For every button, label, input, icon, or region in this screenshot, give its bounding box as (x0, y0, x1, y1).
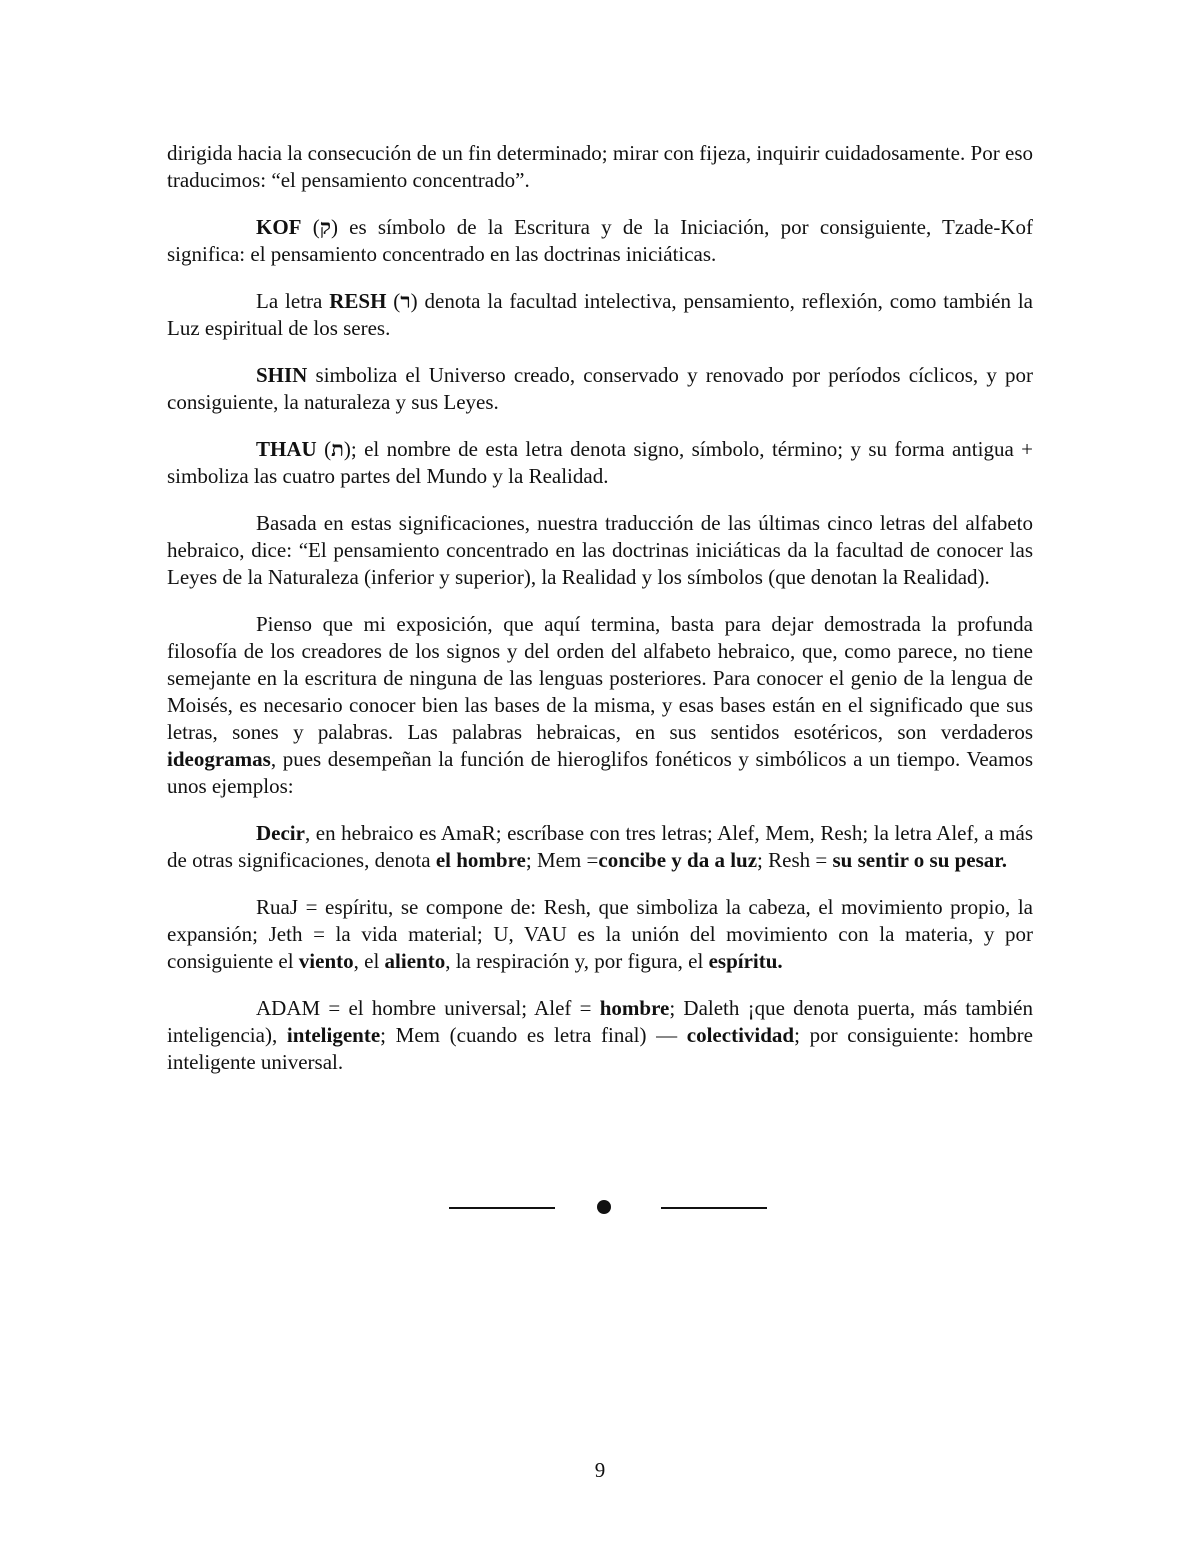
paragraph-7 (167, 611, 1033, 800)
bold-run: el hombre (435, 848, 526, 872)
bold-run: THAU (256, 437, 317, 461)
text-run: , la respiración y, por figura, el (445, 949, 709, 973)
text-run: RuaJ = espíritu, se compone de: Resh, que simboliza la cabeza, el movimiento propio, la expansión; Jeth = la vida material; U, VAU es la unión del movimiento con la materia, y por consiguiente el (167, 895, 1033, 973)
section-separator (449, 1198, 767, 1218)
text-run: ( (301, 215, 320, 239)
text-run: ( (386, 289, 401, 313)
bold-run: RESH (329, 289, 387, 313)
paragraph-3 (167, 288, 1033, 342)
paragraph-8 (167, 820, 1033, 874)
text-run: , pues desempeñan la función de hieroglifos fonéticos y simbólicos a un tiempo. Veamos unos ejemplos: (167, 747, 1033, 798)
bold-run: SHIN (256, 363, 308, 387)
text-run: ( (316, 437, 332, 461)
text-run: ) denota la facultad intelectiva, pensamiento, reflexión, como también la Luz espiritual de los seres. (167, 289, 1033, 340)
text-run: ) es símbolo de la Escritura y de la Iniciación, por consiguiente, Tzade-Kof significa: el pensamiento concentrado en las doctrinas iniciáticas. (167, 215, 1033, 266)
bold-run: colectividad (686, 1023, 795, 1047)
separator-line-left (449, 1207, 555, 1209)
paragraph-9 (167, 894, 1033, 975)
text-run: Basada en estas significaciones, nuestra traducción de las últimas cinco letras del alfabeto hebraico, dice: “El pensamiento concentrado en las doctrinas iniciáticas da la facultad de conocer las Leyes de la Naturaleza (inferior y superior), la Realidad y los símbolos (que denotan la Realidad). (167, 511, 1033, 589)
paragraph-10 (167, 995, 1033, 1076)
paragraph-2 (167, 214, 1033, 268)
separator-dot-icon (597, 1200, 611, 1214)
paragraph-6 (167, 510, 1033, 591)
text-run: ; por consiguiente: hombre inteligente universal. (167, 1023, 1034, 1074)
bold-run: aliento (384, 949, 446, 973)
bold-run: viento (298, 949, 354, 973)
text-run: ; Resh = (757, 848, 833, 872)
text-run: La letra (256, 289, 330, 313)
bold-run: ר (400, 289, 411, 313)
text-run: ; Daleth ¡que denota puerta, más también inteligencia), (167, 996, 1033, 1047)
text-run: simboliza el Universo creado, conservado y renovado por períodos cíclicos, y por consiguiente, la naturaleza y sus Leyes. (167, 363, 1033, 414)
text-run: ADAM = el hombre universal; Alef = (256, 996, 600, 1020)
bold-run: su sentir o su pesar. (832, 848, 1007, 872)
bold-run: concibe y da a luz (598, 848, 758, 872)
text-run: ; Mem (cuando es letra final) — (380, 1023, 687, 1047)
page-body (167, 140, 1033, 1096)
paragraph-5 (167, 436, 1033, 490)
bold-run: KOF (256, 215, 302, 239)
bold-run: ת (331, 437, 344, 461)
paragraph-1 (167, 140, 1033, 194)
text-run: , en hebraico es AmaR; escríbase con tres letras; Alef, Mem, Resh; la letra Alef, a más de otras significaciones, denota (167, 821, 1033, 872)
page-number: 9 (594, 1458, 606, 1482)
bold-run: Decir (256, 821, 305, 845)
text-run: , el (353, 949, 385, 973)
bold-run: hombre (599, 996, 670, 1020)
text-run: dirigida hacia la consecución de un fin determinado; mirar con fijeza, inquirir cuidadosamente. Por eso traducimos: “el pensamiento concentrado”. (167, 141, 1033, 192)
text-run: Pienso que mi exposición, que aquí termina, basta para dejar demostrada la profunda filosofía de los creadores de los signos y del orden del alfabeto hebraico, que, como parece, no tiene semejante en la escritura de ninguna de las lenguas posteriores. Para conocer el genio de la lengua de Moisés, es necesario conocer bien las bases de la misma, y esas bases están en el significado que sus letras, sones y palabras. Las palabras hebraicas, en sus sentidos esotéricos, son verdaderos (167, 612, 1033, 744)
bold-run: inteligente (286, 1023, 381, 1047)
text-run: ; Mem = (525, 848, 599, 872)
paragraph-4 (167, 362, 1033, 416)
bold-run: espíritu. (708, 949, 783, 973)
separator-line-right (661, 1207, 767, 1209)
bold-run: ק (319, 215, 331, 239)
text-run: ); el nombre de esta letra denota signo, símbolo, término; y su forma antigua + simboliza las cuatro partes del Mundo y la Realidad. (167, 437, 1033, 488)
bold-run: ideogramas (167, 747, 271, 771)
